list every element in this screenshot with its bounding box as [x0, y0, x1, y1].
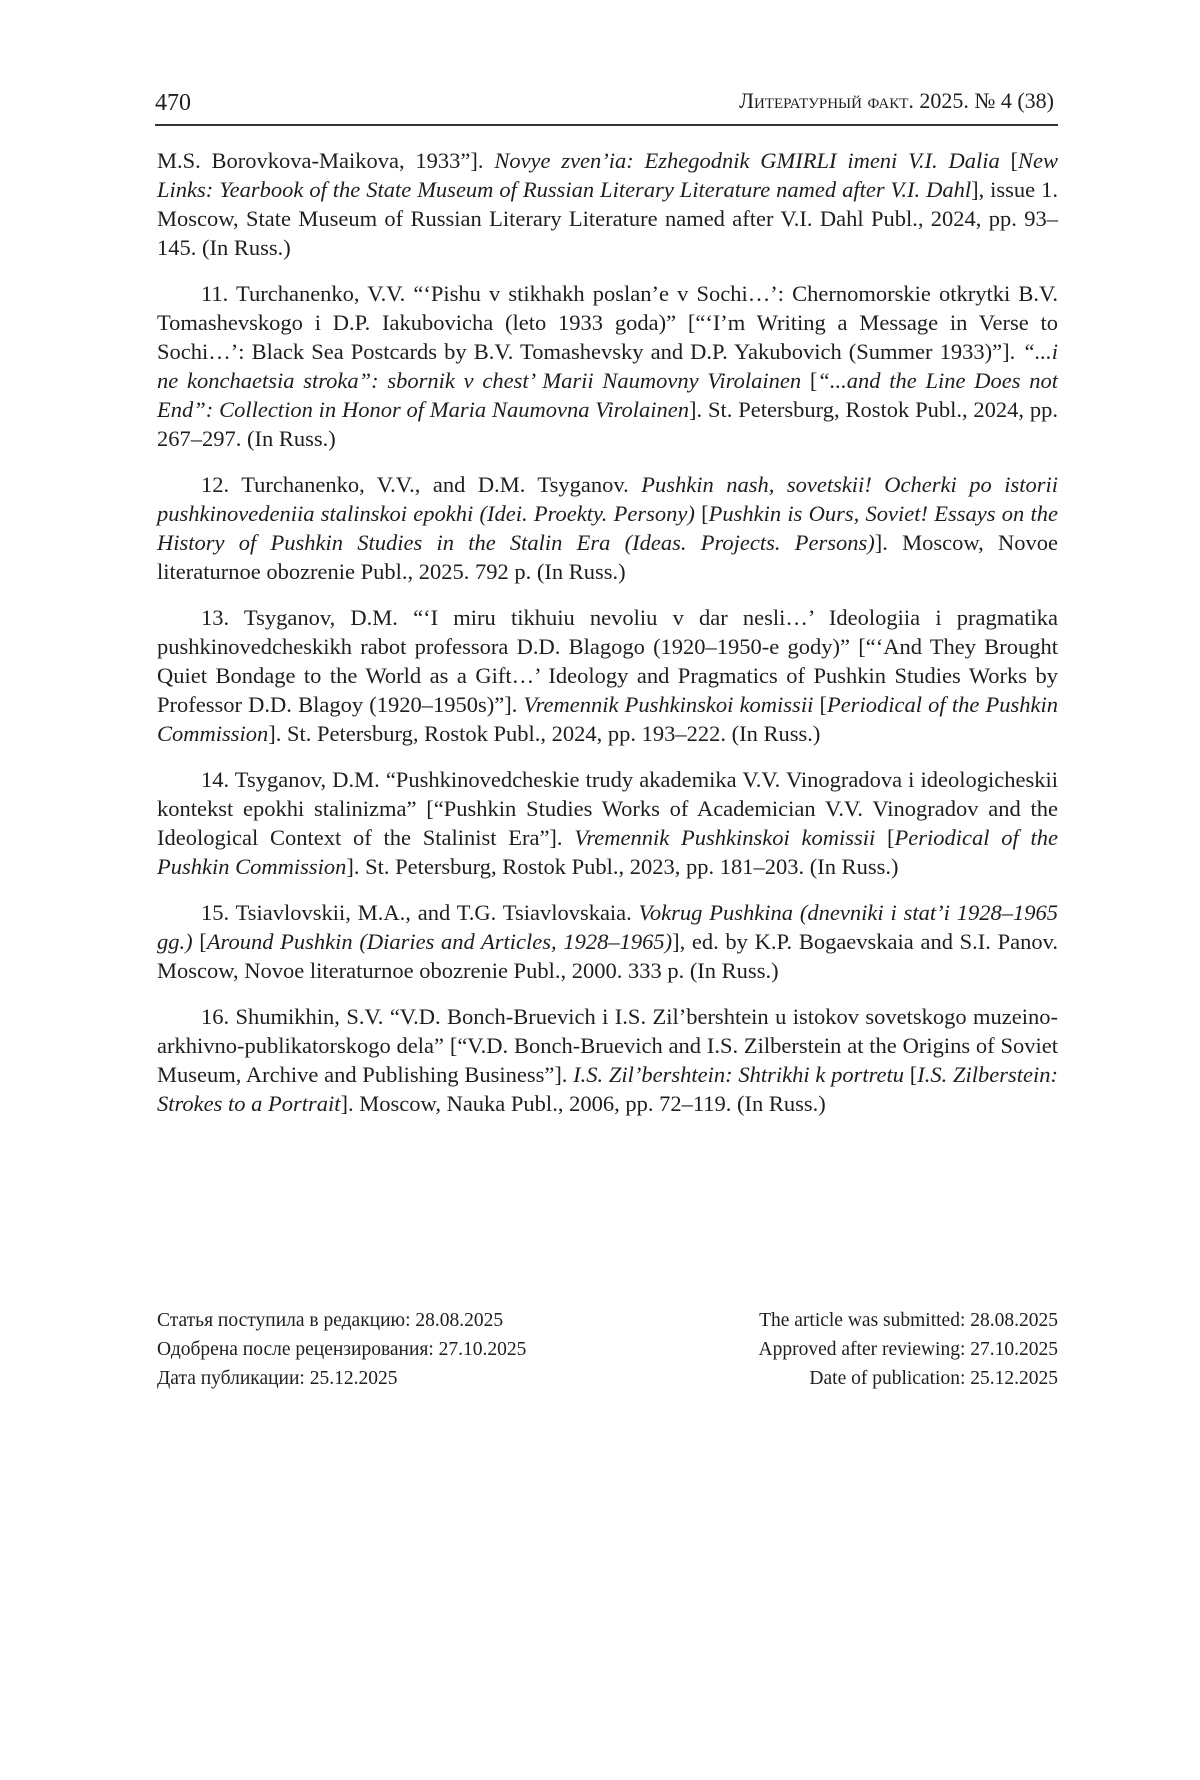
reference-text: 14. Tsyganov, D.M. “Pushkinovedcheskie trudy akademika V.V. Vinogradova i ideologicheskii kontekst epokhi stalinizma” [“Pushkin Studies Works of Academician V.V. Vinogradov and the Ideological Context of the Stalinist Era”]. [157, 767, 1058, 850]
submitted-ru: Статья поступила в редакцию: 28.08.2025 [157, 1310, 504, 1331]
journal-title: Литературный факт. 2025. № 4 (38) [739, 88, 1054, 113]
reference-text: M.S. Borovkova-Maikova, 1933”]. [157, 148, 495, 173]
reference-text: [ [694, 501, 709, 526]
reference-entry [157, 898, 1058, 985]
reference-text: ], issue 1. Moscow, State Museum of Russian Literary Literature named after V.I. Dahl Publ., 2024, pp. 93–145. (In Russ.) [157, 177, 1058, 260]
reference-title-italic: I.S. Zil’bershtein: Shtrikhi k portretu [573, 1062, 905, 1087]
reference-title-italic: “...i ne konchaetsia stroka”: sbornik v chest’ Marii Naumovny Virolainen [157, 339, 1058, 393]
published-en: Date of publication: 25.12.2025 [809, 1368, 1058, 1389]
page-number: 470 [155, 90, 191, 116]
reference-text: ], ed. by K.P. Bogaevskaia and S.I. Panov. Moscow, Novoe literaturnoe obozrenie Publ., 2000. 333 p. (In Russ.) [157, 929, 1058, 983]
reference-text: ]. St. Petersburg, Rostok Publ., 2023, pp. 181–203. (In Russ.) [346, 854, 899, 879]
reference-text: 12. Turchanenko, V.V., and D.M. Tsyganov. [201, 472, 642, 497]
reference-text: ]. St. Petersburg, Rostok Publ., 2024, pp. 193–222. (In Russ.) [268, 721, 821, 746]
reference-title-italic: Periodical of the Pushkin Commission [157, 692, 1058, 746]
reference-title-italic: Vokrug Pushkina (dnevniki i stat’i 1928–1965 gg.) [157, 900, 1058, 954]
reference-text: 16. Shumikhin, S.V. “V.D. Bonch-Bruevich i I.S. Zil’bershtein u istokov sovetskogo muzeino-arkhivno-publikatorskogo dela” [“V.D. Bonch-Bruevich and I.S. Zilberstein at the Origins of Soviet Museum, Archive and Publishing Business”]. [157, 1004, 1058, 1087]
reference-text: [ [801, 368, 818, 393]
reference-title-italic: Vremennik Pushkinskoi komissii [574, 825, 876, 850]
reference-entry [157, 279, 1058, 453]
reference-entry [157, 146, 1058, 262]
reference-text: [ [875, 825, 895, 850]
reference-title-italic: I.S. Zilberstein: Strokes to a Portrait [157, 1062, 1058, 1116]
reference-text: ]. Moscow, Novoe literaturnoe obozrenie Publ., 2025. 792 p. (In Russ.) [157, 530, 1059, 584]
article-dates [157, 1306, 1058, 1393]
reference-title-italic: Pushkin nash, sovetskii! Ocherki po istorii pushkinovedeniia stalinskoi epokhi (Idei. Proekty. Persony) [157, 472, 1058, 526]
reference-entry [157, 470, 1058, 586]
date-row-submitted [157, 1306, 1058, 1335]
reference-text: [ [904, 1062, 918, 1087]
reference-title-italic: Periodical of the Pushkin Commission [157, 825, 1058, 879]
reference-text: [ [192, 929, 207, 954]
reference-text: ]. St. Petersburg, Rostok Publ., 2024, pp. 267–297. (In Russ.) [157, 397, 1058, 451]
reference-title-italic: Novye zven’ia: Ezhegodnik GMIRLI imeni V.I. Dalia [494, 148, 1000, 173]
reference-entry [157, 765, 1058, 881]
reference-title-italic: “...and the Line Does not End”: Collection in Honor of Maria Naumovna Virolainen [157, 368, 1058, 422]
reference-title-italic: Pushkin is Ours, Soviet! Essays on the History of Pushkin Studies in the Stalin Era (Ideas. Projects. Persons) [157, 501, 1058, 555]
reference-title-italic: Around Pushkin (Diaries and Articles, 1928–1965) [206, 929, 673, 954]
reference-text: ]. Moscow, Nauka Publ., 2006, pp. 72–119. (In Russ.) [340, 1091, 826, 1116]
reference-list [157, 146, 1058, 1135]
reference-text: 13. Tsyganov, D.M. “‘I miru tikhuiu nevoliu v dar nesli…’ Ideologiia i pragmatika pushkinovedcheskikh rabot professora D.D. Blagogo (1920–1950-e gody)” [“‘And They Brought Quiet Bondage to the World as a Gift…’ Ideology and Pragmatics of Pushkin Studies Works by Professor D.D. Blagoy (1920–1950s)”]. [157, 605, 1058, 717]
reference-title-italic: Vremennik Pushkinskoi komissii [523, 692, 814, 717]
submitted-en: The article was submitted: 28.08.2025 [759, 1310, 1058, 1331]
date-row-published [157, 1364, 1058, 1393]
approved-en: Approved after reviewing: 27.10.2025 [758, 1339, 1058, 1360]
reference-text: [ [999, 148, 1018, 173]
reference-text: [ [813, 692, 827, 717]
reference-entry [157, 1002, 1058, 1118]
reference-text: 15. Tsiavlovskii, M.A., and T.G. Tsiavlovskaia. [201, 900, 639, 925]
approved-ru: Одобрена после рецензирования: 27.10.2025 [157, 1339, 527, 1360]
page-header [155, 84, 1058, 126]
reference-title-italic: New Links: Yearbook of the State Museum of Russian Literary Literature named after V.I. Dahl [157, 148, 1059, 202]
date-row-approved [157, 1335, 1058, 1364]
reference-text: 11. Turchanenko, V.V. “‘Pishu v stikhakh poslan’e v Sochi…’: Chernomorskie otkrytki B.V. Tomashevskogo i D.P. Iakubovicha (leto 1933 goda)” [“‘I’m Writing a Message in Verse to Sochi…’: Black Sea Postcards by B.V. Tomashevsky and D.P. Yakubovich (Summer 1933)”]. [157, 281, 1058, 364]
reference-entry [157, 603, 1058, 748]
published-ru: Дата публикации: 25.12.2025 [157, 1368, 398, 1389]
